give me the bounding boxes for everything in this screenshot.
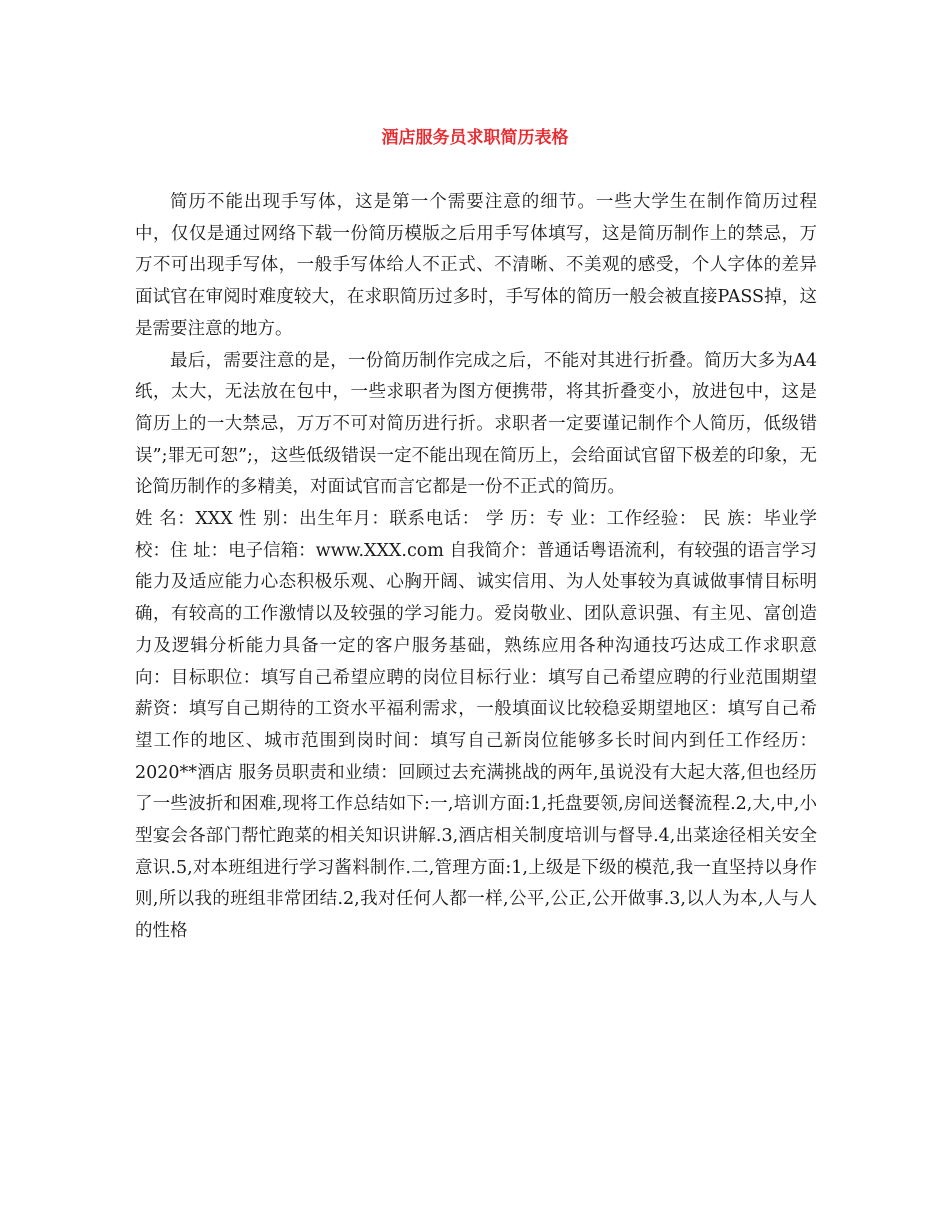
paragraph-resume-form: 姓 名：XXX 性 别：出生年月：联系电话： 学 历：专 业：工作经验： 民 族：毕业学校：住 址：电子信箱：www.XXX.com 自我简介：普通话粤语流利，有较强的语言学习能力及适应能力心态积极乐观、心胸开阔、诚实信用、为人处事较为真诚做事情目标明确，有较高的工作激情以及较强的学习能力。爱岗敬业、团队意识强、有主见、富创造力及逻辑分析能力具备一定的客户服务基础，熟练应用各种沟通技巧达成工作求职意向：目标职位：填写自己希望应聘的岗位目标行业：填写自己希望应聘的行业范围期望薪资：填写自己期待的工资水平福利需求，一般填面议比较稳妥期望地区：填写自己希望工作的地区、城市范围到岗时间：填写自己新岗位能够多长时间内到任工作经历：2020**酒店 服务员职责和业绩：回顾过去充满挑战的两年,虽说没有大起大落,但也经历了一些波折和困难,现将工作总结如下:一,培训方面:1,托盘要领,房间送餐流程.2,大,中,小型宴会各部门帮忙跑菜的相关知识讲解.3,酒店相关制度培训与督导.4,出菜途径相关安全意识.5,对本班组进行学习酱料制作.二,管理方面:1,上级是下级的模范,我一直坚持以身作则,所以我的班组非常团结.2,我对任何人都一样,公平,公正,公开做事.3,以人为本,人与人的性格 [135,509,817,942]
document-title: 酒店服务员求职简历表格 [381,128,569,148]
paragraph-handwriting-note: 简历不能出现手写体，这是第一个需要注意的细节。一些大学生在制作简历过程中，仅仅是通过网络下载一份简历模版之后用手写体填写，这是简历制作上的禁忌，万万不可出现手写体，一般手写体给人不正式、不清晰、不美观的感受，个人字体的差异面试官在审阅时难度较大，在求职简历过多时，手写体的简历一般会被直接PASS掉，这是需要注意的地方。 [135,192,817,339]
document-body [135,187,817,948]
paragraph-folding-note: 最后，需要注意的是，一份简历制作完成之后，不能对其进行折叠。简历大多为A4纸，太大，无法放在包中，一些求职者为图方便携带，将其折叠变小，放进包中，这是简历上的一大禁忌，万万不可对简历进行折。求职者一定要谨记制作个人简历，低级错误”;罪无可恕”;，这些低级错误一定不能出现在简历上，会给面试官留下极差的印象，无论简历制作的多精美，对面试官而言它都是一份不正式的简历。 [135,350,817,498]
